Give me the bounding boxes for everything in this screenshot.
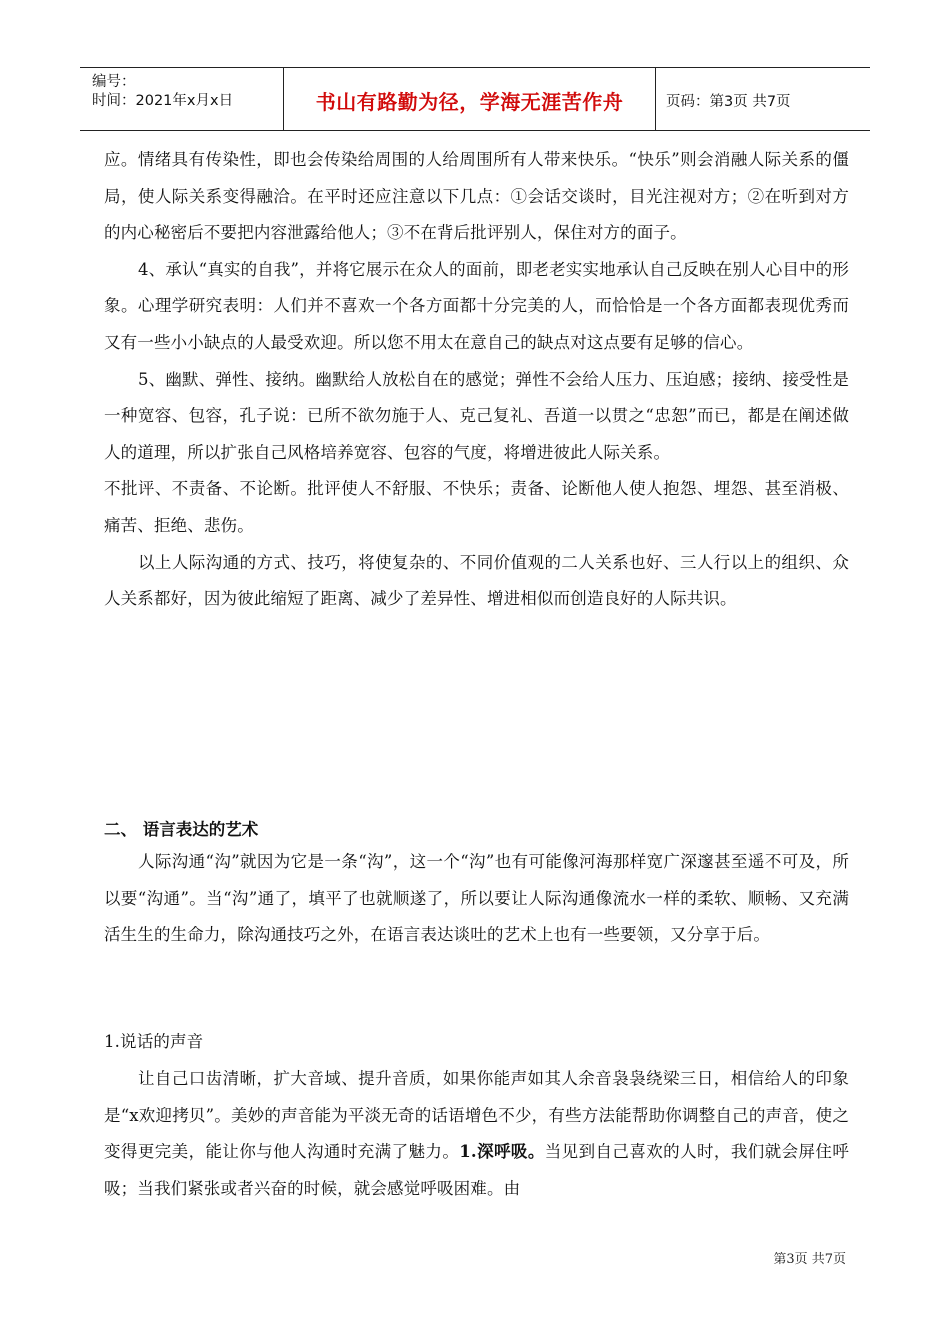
deep-breath-bold: 1.深呼吸。	[459, 1142, 545, 1162]
content-block-1	[104, 142, 849, 618]
document-date-label: 时间：2021年x月x日	[92, 93, 234, 109]
paragraph-point-5: 5、幽默、弹性、接纳。幽默给人放松自在的感觉；弹性不会给人压力、压迫感；接纳、接受性是一种宽容、包容，孔子说：已所不欲勿施于人、克己复礼、吾道一以贯之“忠恕”而已，都是在阐述做人的道理，所以扩张自己风格培养宽容、包容的气度，将增进彼此人际关系。	[104, 369, 849, 462]
header-page-number: 页码：第3页 共7页	[666, 94, 791, 110]
section-heading: 二、 语言表达的艺术	[104, 820, 259, 839]
header-info-cell	[80, 68, 284, 130]
voice-text-b: 当见到自己喜欢的人时，我们就会屏住呼吸；当我们紧张或者兴奋的时候，就会感觉呼吸困难。由	[104, 1142, 849, 1198]
paragraph-point-4: 4、承认“真实的自我”，并将它展示在众人的面前，即老老实实地承认自己反映在别人心目中的形象。心理学研究表明：人们并不喜欢一个各方面都十分完美的人，而恰恰是一个各方面都表现优秀而又有一些小小缺点的人最受欢迎。所以您不用太在意自己的缺点对这点要有足够的信心。	[104, 259, 849, 352]
paragraph-continuation: 应。情绪具有传染性，即也会传染给周围的人给周围所有人带来快乐。“快乐”则会消融人际关系的僵局，使人际关系变得融洽。在平时还应注意以下几点：①会话交谈时，目光注视对方；②在听到对方的内心秘密后不要把内容泄露给他人；③不在背后批评别人，保住对方的面子。	[104, 150, 849, 243]
header-page-cell	[656, 68, 870, 130]
page-header	[80, 67, 870, 131]
paragraph-summary: 以上人际沟通的方式、技巧，将使复杂的、不同价值观的二人关系也好、三人行以上的组织、众人关系都好，因为彼此缩短了距离、减少了差异性、增进相似而创造良好的人际共识。	[104, 552, 849, 609]
paragraph-no-criticism: 不批评、不责备、不论断。批评使人不舒服、不快乐；责备、论断他人使人抱怨、埋怨、甚至消极、痛苦、拒绝、悲伤。	[104, 479, 849, 535]
content-block-3	[104, 1061, 849, 1207]
paragraph-language-art: 人际沟通“沟”就因为它是一条“沟”，这一个“沟”也有可能像河海那样宽广深邃甚至遥不可及，所以要“沟通”。当“沟”通了，填平了也就顺遂了，所以要让人际沟通像流水一样的柔软、顺畅、又充满活生生的生命力，除沟通技巧之外，在语言表达谈吐的艺术上也有一些要领，又分享于后。	[104, 852, 849, 945]
voice-text-a: 让自己口齿清晰，扩大音域、提升音质，如果你能声如其人余音袅袅绕梁三日，相信给人的印象是“x欢迎拷贝”。美妙的声音能为平淡无奇的话语增色不少，有些方法能帮助你调整自己的声音，使之变得更完美，能让你与他人沟通时充满了魅力。	[104, 1069, 849, 1162]
subsection-title: 1.说话的声音	[104, 1032, 204, 1051]
subsection-heading	[104, 1024, 849, 1061]
paragraph-voice	[104, 1061, 849, 1207]
footer-page-number: 第3页 共7页	[773, 1252, 846, 1267]
document-code-label: 编号：	[92, 74, 136, 90]
content-block-2	[104, 844, 849, 954]
header-motto: 书山有路勤为径，学海无涯苦作舟	[315, 90, 624, 114]
header-motto-cell	[284, 68, 656, 130]
